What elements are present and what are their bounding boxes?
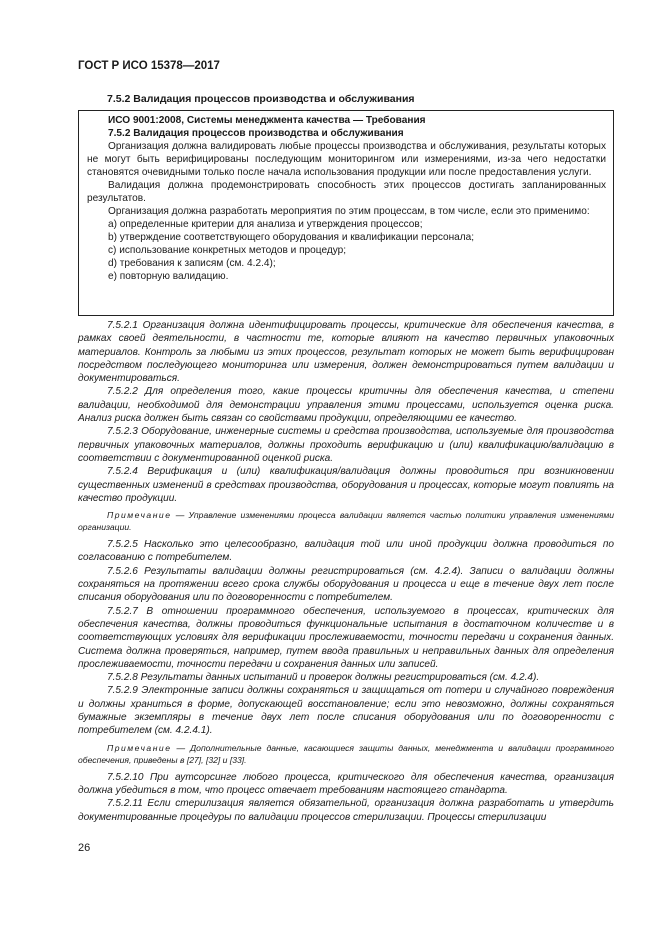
clause-7-5-2-9: 7.5.2.9 Электронные записи должны сохраняться и защищаться от потери и случайного повреждения и должны храниться в форме, допускающей восстановление; если это невозможно, должны сохраняться бумажные экземпляры в течение двух лет после списания оборудования или по договоренности с потребителем (см. 4.2.4.1). [78, 685, 614, 737]
box-list-item: e) повторную валидацию. [108, 271, 229, 282]
box-paragraph: Организация должна валидировать любые процессы производства и обслуживания, результаты которых не могут быть верифицированы последующим мониторингом или измерениями, из-за чего недостатки становятся очевидными только после начала использования продукции или после предоставления услуги. [87, 141, 606, 178]
quoted-standard-box [78, 110, 614, 316]
clause-7-5-2-2: 7.5.2.2 Для определения того, какие процессы критичны для обеспечения качества, и степени валидации, необходимой для демонстрации управления этими процессами, используется оценка риска. Анализ риска должен быть связан со свойствами продукции, определяющими ее качество. [78, 386, 614, 425]
section-title: 7.5.2 Валидация процессов производства и обслуживания [107, 93, 415, 105]
clause-7-5-2-5: 7.5.2.5 Насколько это целесообразно, валидация той или иной продукции должна проводиться по согласованию с потребителем. [78, 539, 614, 564]
clause-7-5-2-3: 7.5.2.3 Оборудование, инженерные системы и средства производства, используемые для производства первичных упаковочных материалов, должны проходить верификацию и (или) квалификацию/валидацию в соответствии с документированной оценкой риска. [78, 426, 614, 464]
page-number: 26 [78, 842, 91, 854]
box-list-item: a) определенные критерии для анализа и утверждения процессов; [108, 219, 423, 230]
note-2 [78, 742, 614, 766]
clause-7-5-2-8: 7.5.2.8 Результаты данных испытаний и проверок должны регистрироваться (см. 4.2.4). [107, 672, 540, 684]
box-paragraph: Организация должна разработать мероприятия по этим процессам, в том числе, если это применимо: [108, 206, 590, 217]
note-text: — Управление изменениями процесса валидации является частью политики управления изменениями организации. [78, 510, 614, 533]
clause-7-5-2-1: 7.5.2.1 Организация должна идентифицировать процессы, критические для обеспечения качества, в рамках своей деятельности, в частности те, которые влияют на качество первичных упаковочных материалов. Контроль за любыми из этих процессов, результат которых не может быть верифицирован посредством последующего мониторинга или измерения, должен демонстрироваться путем валидации и документироваться. [78, 320, 614, 385]
clause-7-5-2-7: 7.5.2.7 В отношении программного обеспечения, используемого в процессах, критических для обеспечения качества, должны проводиться функциональные испытания в достаточном количестве и в соответствующих условиях для верификации прослеживаемости, точности передачи и сохранения данных. Система должна проверяться, например, путем ввода правильных и неправильных данных для определения прослеживаемости, точности передачи и сохранения данных или записей. [78, 605, 614, 670]
main-text [78, 319, 614, 824]
note-label: Примечание [107, 510, 172, 521]
box-clause-title: 7.5.2 Валидация процессов производства и обслуживания [108, 128, 404, 139]
clause-7-5-2-4: 7.5.2.4 Верификация и (или) квалификация/валидация должны проводиться при возникновении существенных изменений в средствах производства, оборудования и процессах, которые могут повлиять на качество продукции. [78, 466, 614, 504]
clause-7-5-2-10: 7.5.2.10 При аутсорсинге любого процесса, критического для обеспечения качества, организация должна убедиться в том, что процесс отвечает требованиям настоящего стандарта. [78, 771, 614, 796]
box-standard-title: ИСО 9001:2008, Системы менеджмента качества — Требования [108, 115, 426, 126]
note-1 [78, 509, 614, 533]
clause-7-5-2-11: 7.5.2.11 Если стерилизация является обязательной, организация должна разработать и утвердить документированные процедуры по валидации процессов стерилизации. Процессы стерилизации [78, 798, 614, 823]
box-list-item: d) требования к записям (см. 4.2.4); [108, 258, 276, 269]
note-label: Примечание [107, 742, 172, 753]
document-header: ГОСТ Р ИСО 15378—2017 [78, 60, 220, 72]
box-paragraph: Валидация должна продемонстрировать способность этих процессов достигать запланированных результатов. [87, 180, 606, 204]
clause-7-5-2-6: 7.5.2.6 Результаты валидации должны регистрироваться (см. 4.2.4). Записи о валидации должны сохраняться на протяжении всего срока службы оборудования и процесса и еще в течение двух лет после списания оборудования или по договоренности с потребителем. [78, 565, 614, 604]
box-list-item: c) использование конкретных методов и процедур; [108, 245, 347, 256]
note-text: — Дополнительные данные, касающиеся защиты данных, менеджмента и валидации программного обеспечения, приведены в [27], [32] и [33]. [78, 742, 614, 765]
box-list-item: b) утверждение соответствующего оборудования и квалификации персонала; [108, 232, 475, 243]
